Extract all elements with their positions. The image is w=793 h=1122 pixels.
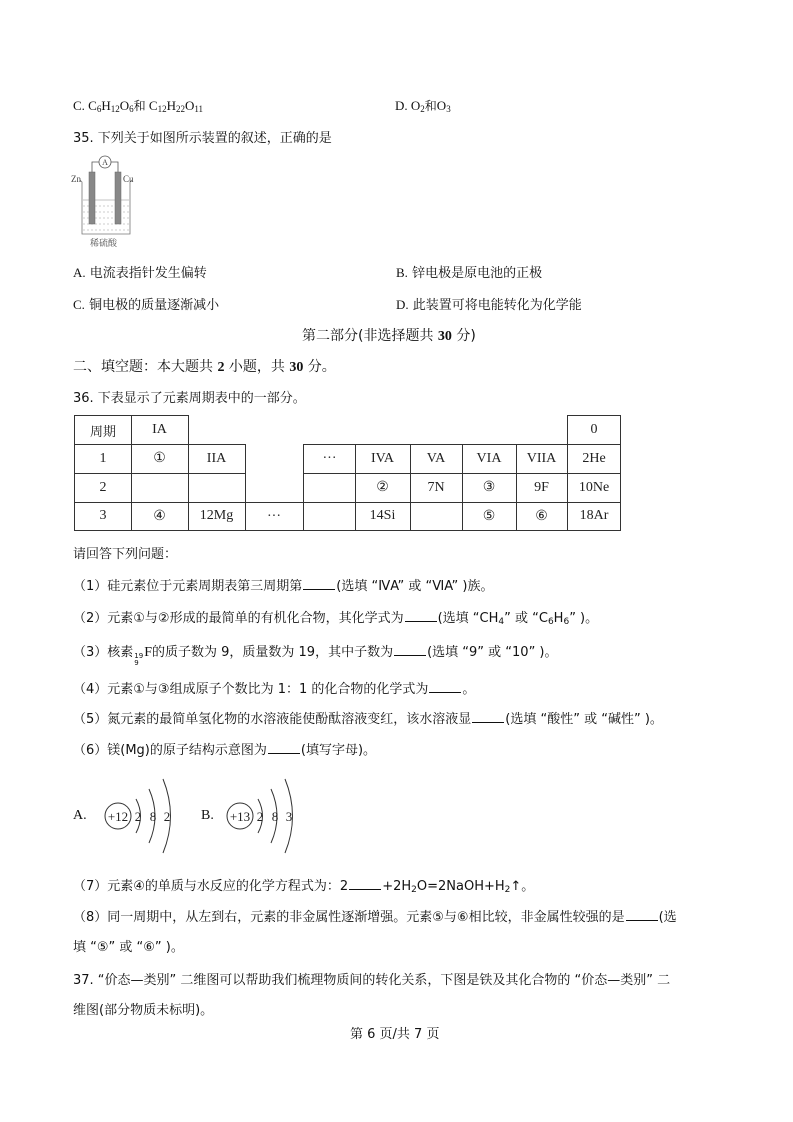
element-cell: 9F <box>516 473 568 503</box>
heading-score: 30 <box>289 360 304 375</box>
question-text: （6）镁(Mg)的原子结构示意图为 <box>73 743 267 758</box>
header-period: 周期 <box>74 415 132 445</box>
q34-option-c <box>73 97 203 114</box>
q36-sub7 <box>73 875 534 894</box>
element-cell: 10Ne <box>567 473 621 503</box>
element-cell: ② <box>355 473 411 503</box>
formula-part: O <box>119 98 130 113</box>
ellipsis-cell: ··· <box>303 444 356 474</box>
element-cell: 18Ar <box>567 502 621 531</box>
q37-line1: 37. “价态—类别” 二维图可以帮助我们梳理物质间的转化关系，下图是铁及其化合物的 “价态—类别” 二 <box>73 973 671 988</box>
formula-sub: 4 <box>498 617 505 627</box>
formula-sub: 2 <box>504 885 511 895</box>
question-text: (选填 “CH <box>437 611 499 626</box>
answer-blank[interactable] <box>303 577 335 590</box>
equation-text: +2H <box>382 879 412 894</box>
title-score: 30 <box>437 329 452 344</box>
q36-sub3 <box>73 641 558 667</box>
shell-3: 3 <box>285 809 293 824</box>
table-cell <box>131 473 189 503</box>
heading-text: 分。 <box>303 359 336 375</box>
q34-option-d <box>395 97 451 114</box>
formula-part: H <box>101 98 111 113</box>
periodic-table <box>74 415 621 531</box>
question-text: ” )。 <box>569 611 599 626</box>
question-text: (选填 “ⅣA” 或 “ⅥA” )族。 <box>336 579 494 594</box>
question-text: （5）氮元素的最简单氢化物的水溶液能使酚酞溶液变红，该水溶液显 <box>73 712 472 727</box>
element-cell: ③ <box>462 473 517 503</box>
shell-1: 2 <box>134 809 142 824</box>
shell-2: 8 <box>149 809 157 824</box>
page-number: 第 6 页/共 7 页 <box>350 1027 440 1042</box>
question-text: (选填 “9” 或 “10” )。 <box>427 645 558 660</box>
option-label: D. <box>395 98 408 113</box>
heading-text: 二、填空题：本大题共 <box>73 359 218 375</box>
formula-part: O <box>184 98 195 113</box>
formula-sub: 6 <box>96 104 102 114</box>
option-text: 此装置可将电能转化为化学能 <box>412 298 582 313</box>
section2-heading <box>73 356 336 376</box>
element-cell: 7N <box>410 473 463 503</box>
solution-label: 稀硫酸 <box>90 239 118 249</box>
q36-sub2 <box>73 607 598 626</box>
q36-sub1 <box>73 575 493 594</box>
svg-text:A: A <box>102 158 108 167</box>
question-text: 的质子数为 9，质量数为 19，其中子数为 <box>152 645 394 660</box>
table-cell <box>303 502 356 531</box>
table-cell: ① <box>131 444 189 474</box>
ellipsis-cell: ··· <box>245 502 304 531</box>
question-text: （8）同一周期中，从左到右，元素的非金属性逐渐增强。元素⑤与⑥相比较，非金属性较强的是 <box>73 910 625 925</box>
formula-sub: 12 <box>157 104 167 114</box>
nucleus-b: +13 <box>229 809 251 824</box>
mass-number: 19 <box>134 652 144 660</box>
q36-prompt: 请回答下列问题： <box>73 547 178 562</box>
period-cell: 2 <box>74 473 132 503</box>
question-text: （4）元素①与③组成原子个数比为 1：1 的化合物的化学式为 <box>73 682 429 697</box>
q35-option-d[interactable] <box>396 294 582 313</box>
question-text: (选填 “酸性” 或 “碱性” )。 <box>505 712 663 727</box>
group-viia-cell: VIIA <box>516 444 568 474</box>
group-via-cell: VIA <box>462 444 517 474</box>
option-text: 锌电极是原电池的正极 <box>412 266 543 281</box>
answer-blank[interactable] <box>429 680 461 693</box>
table-cell <box>410 502 463 531</box>
element-cell: ④ <box>131 502 189 531</box>
q35-option-a[interactable] <box>73 262 207 281</box>
q35-option-c[interactable] <box>73 294 219 313</box>
answer-blank[interactable] <box>394 643 426 656</box>
nucleus-a: +12 <box>107 809 129 824</box>
element-cell: ⑤ <box>462 502 517 531</box>
atom-structure-a-icon <box>103 775 188 861</box>
q36-sub8-line2: 填 “⑤” 或 “⑥” )。 <box>73 940 184 955</box>
group-iia-cell: IIA <box>188 444 246 474</box>
equation-text: ↑。 <box>510 879 535 894</box>
question-text: ” 或 “C <box>504 611 548 626</box>
galvanic-cell-figure <box>70 152 150 252</box>
period-cell: 1 <box>74 444 132 474</box>
group-iva-cell: IVA <box>355 444 411 474</box>
q36-stem: 36. 下表显示了元素周期表中的一部分。 <box>73 391 306 406</box>
heading-count: 2 <box>217 360 225 375</box>
question-text: （2）元素①与②形成的最简单的有机化合物，其化学式为 <box>73 611 404 626</box>
question-text: （1）硅元素位于元素周期表第三周期第 <box>73 579 303 594</box>
option-label: C. <box>73 297 85 312</box>
formula-sub: 6 <box>129 104 134 114</box>
diagram-a-label: A. <box>73 808 87 823</box>
option-label: D. <box>396 297 409 312</box>
formula-part: C <box>148 98 158 113</box>
option-label: C. <box>73 98 85 113</box>
atom-structure-b-icon <box>225 775 310 861</box>
q36-sub5 <box>73 708 663 727</box>
heading-text: 小题，共 <box>224 359 290 375</box>
header-group-ia: IA <box>131 415 189 445</box>
formula-part: C <box>88 98 97 113</box>
option-text: 电流表指针发生偏转 <box>89 266 207 281</box>
conjunction: 和 <box>133 99 146 113</box>
atom-diagrams <box>73 775 313 861</box>
formula-sub: 6 <box>547 617 554 627</box>
formula-sub: 6 <box>563 617 570 627</box>
equation-text: O=2NaOH+H <box>416 879 505 894</box>
formula-sub: 2 <box>420 104 425 114</box>
q35-option-b[interactable] <box>396 262 542 281</box>
formula-sub: 11 <box>194 104 204 114</box>
question-text: （7）元素④的单质与水反应的化学方程式为：2 <box>73 879 349 894</box>
group-va-cell: VA <box>410 444 463 474</box>
question-text: (填写字母)。 <box>300 743 377 758</box>
nuclide-notation <box>134 653 143 667</box>
diagram-b-label: B. <box>201 808 214 823</box>
question-text: (选 <box>658 910 677 925</box>
title-text: 第二部分(非选择题共 <box>302 328 438 344</box>
formula-part: O <box>436 98 447 113</box>
shell-1: 2 <box>256 809 264 824</box>
atomic-number: 9 <box>134 659 139 667</box>
option-label: A. <box>73 265 86 280</box>
element-cell: ⑥ <box>516 502 568 531</box>
shell-2: 8 <box>271 809 279 824</box>
formula-part: H <box>166 98 176 113</box>
formula-sub: 12 <box>110 104 120 114</box>
table-cell <box>188 473 246 503</box>
formula-sub: 2 <box>411 885 417 895</box>
formula-sub: 3 <box>446 104 451 114</box>
option-label: B. <box>396 265 408 280</box>
part2-title <box>302 325 476 345</box>
q37-line2: 维图(部分物质未标明)。 <box>73 1003 214 1018</box>
conjunction: 和 <box>424 99 437 113</box>
element-symbol: F <box>144 645 152 660</box>
option-text: 铜电极的质量逐渐减小 <box>89 298 220 313</box>
title-text: 分) <box>451 328 476 344</box>
svg-text:Zn: Zn <box>71 174 81 184</box>
shell-3: 2 <box>163 809 171 824</box>
q36-sub6 <box>73 739 376 758</box>
question-text: H <box>553 611 564 626</box>
question-text: （3）核素 <box>73 645 134 660</box>
element-cell: 14Si <box>355 502 411 531</box>
formula-sub: 22 <box>175 104 185 114</box>
svg-text:Cu: Cu <box>123 174 134 184</box>
q35-stem: 35. 下列关于如图所示装置的叙述，正确的是 <box>73 131 332 146</box>
answer-blank[interactable] <box>472 710 504 723</box>
header-group-0: 0 <box>567 415 621 445</box>
question-text: 。 <box>462 682 476 697</box>
answer-blank[interactable] <box>349 877 381 890</box>
element-cell: 2He <box>567 444 621 474</box>
element-cell: 12Mg <box>188 502 246 531</box>
period-cell: 3 <box>74 502 132 531</box>
answer-blank[interactable] <box>268 741 300 754</box>
q36-sub8-line1 <box>73 906 677 925</box>
answer-blank[interactable] <box>626 908 658 921</box>
table-cell <box>303 473 356 503</box>
formula-part: O <box>410 98 421 113</box>
q36-sub4 <box>73 678 475 697</box>
answer-blank[interactable] <box>405 609 437 622</box>
